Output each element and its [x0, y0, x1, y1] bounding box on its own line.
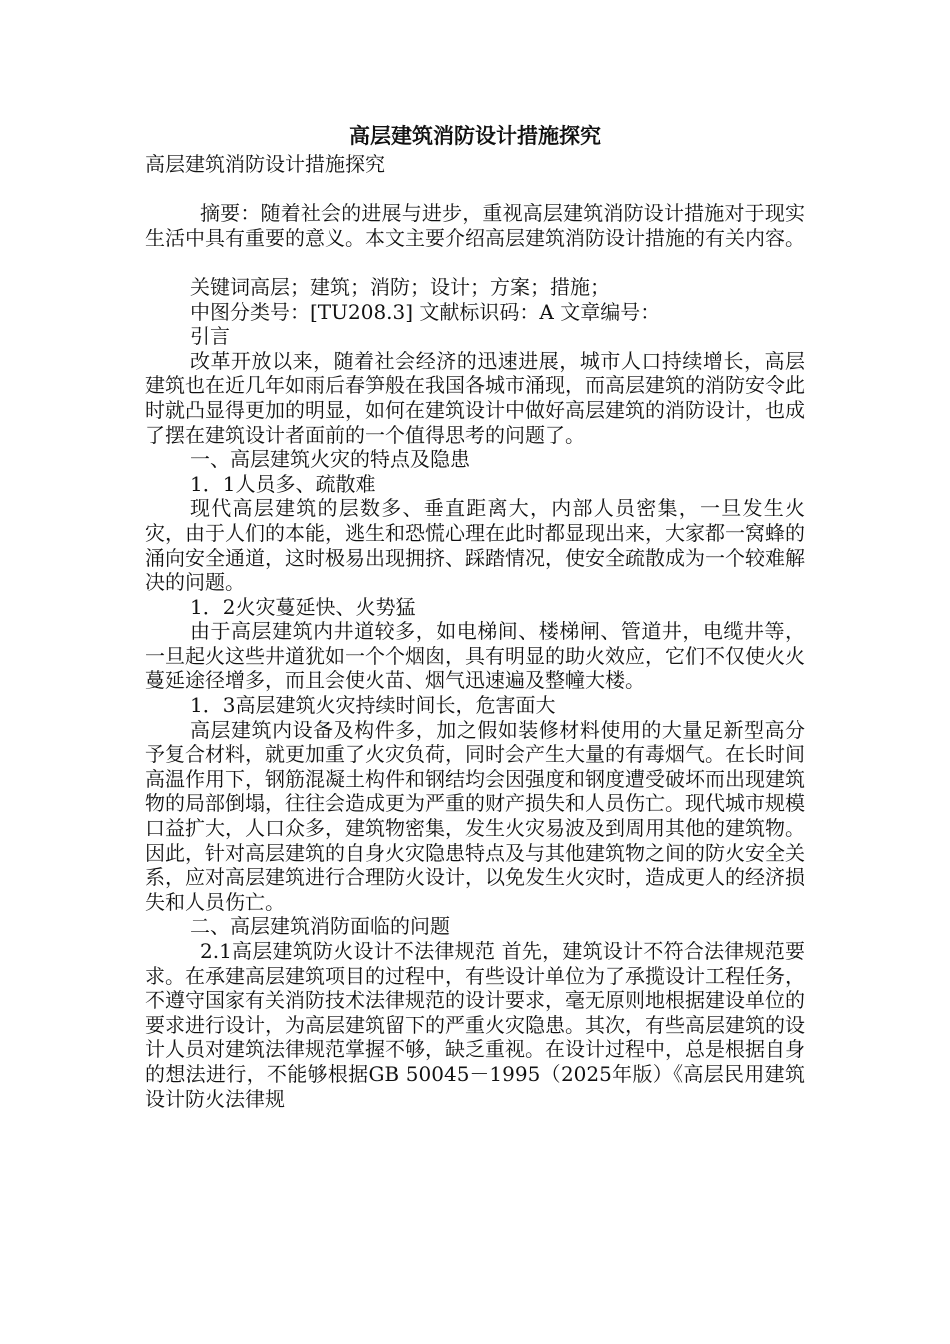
- subsection-1-3-text: 高层建筑内设备及构件多，加之假如装修材料使用的大量足新型高分予复合材料，就更加重了火灾负荷，同时会产生大量的有毒烟气。在长时间高温作用下，钢筋混凝土构件和钢结均会因强度和钢度遭受破坏而出现建筑物的局部倒塌，往往会造成更为严重的财产损失和人员伤亡。现代城市规模口益扩大，人口众多，建筑物密集，发生火灾易波及到周用其他的建筑物。因此，针对高层建筑的自身火灾隐患特点及与其他建筑物之间的防火安全关系，应对高层建筑进行合理防火设计，以免发生火灾时，造成更人的经济损失和人员伤亡。: [145, 717, 805, 914]
- subsection-1-1-text: 现代高层建筑的层数多、垂直距离大，内部人员密集，一旦发生火灾，由于人们的本能，逃生和恐慌心理在此时都显现出来，大家都一窝蜂的涌向安全通道，这时极易出现拥挤、踩踏情况，使安全疏散成为一个较难解决的问题。: [145, 496, 805, 595]
- document-title: 高层建筑消防设计措施探究: [349, 123, 601, 148]
- document-page: [145, 120, 805, 1111]
- subsection-1-1-heading: 1．1人员多、疏散难: [190, 471, 376, 496]
- keywords-line: 关键词高层；建筑；消防；设计；方案；措施；: [190, 274, 610, 299]
- abstract-paragraph: 摘要：随着社会的进展与进步，重视高层建筑消防设计措施对于现实生活中具有重要的意义。本文主要介绍高层建筑消防设计措施的有关内容。: [145, 201, 805, 250]
- section-1-heading: 一、高层建筑火灾的特点及隐患: [190, 447, 470, 472]
- document-subtitle: 高层建筑消防设计措施探究: [145, 152, 385, 176]
- spacer: [145, 177, 805, 202]
- intro-heading: 引言: [190, 324, 230, 349]
- subsection-1-2-heading: 1．2火灾蔓延快、火势猛: [190, 594, 416, 619]
- intro-paragraph: 改革开放以来，随着社会经济的迅速进展，城市人口持续增长，高层建筑也在近几年如雨后春笋般在我国各城市涌现，而高层建筑的消防安令此时就凸显得更加的明显，如何在建筑设计中做好高层建筑的消防设计，也成了摆在建筑设计者面前的一个值得思考的问题了。: [145, 348, 805, 447]
- spacer: [145, 250, 805, 275]
- subsection-2-1-text: 2.1高层建筑防火设计不法律规范 首先，建筑设计不符合法律规范要求。在承建高层建筑项目的过程中，有些设计单位为了承揽设计工程任务，不遵守国家有关消防技术法律规范的设计要求，毫无原则地根据建设单位的要求进行设计，为高层建筑留下的严重火灾隐患。其次，有些高层建筑的设计人员对建筑法律规范掌握不够，缺乏重视。在设计过程中，总是根据自身的想法进行，不能够根据GB 50045－1995（2025年版）《高层民用建筑设计防火法律规: [145, 939, 805, 1111]
- classification-line: 中图分类号：[TU208.3] 文献标识码：A 文章编号：: [190, 299, 661, 324]
- subsection-1-3-heading: 1．3高层建筑火灾持续时间长，危害面大: [190, 693, 556, 718]
- subsection-1-2-text: 由于高层建筑内井道较多，如电梯间、楼梯闸、管道井，电缆井等，一旦起火这些井道犹如一个个烟囱，具有明显的助火效应，它们不仅使火火蔓延途径增多，而且会使火苗、烟气迅速遍及整幢大楼。: [145, 619, 805, 693]
- section-2-heading: 二、高层建筑消防面临的问题: [190, 914, 450, 939]
